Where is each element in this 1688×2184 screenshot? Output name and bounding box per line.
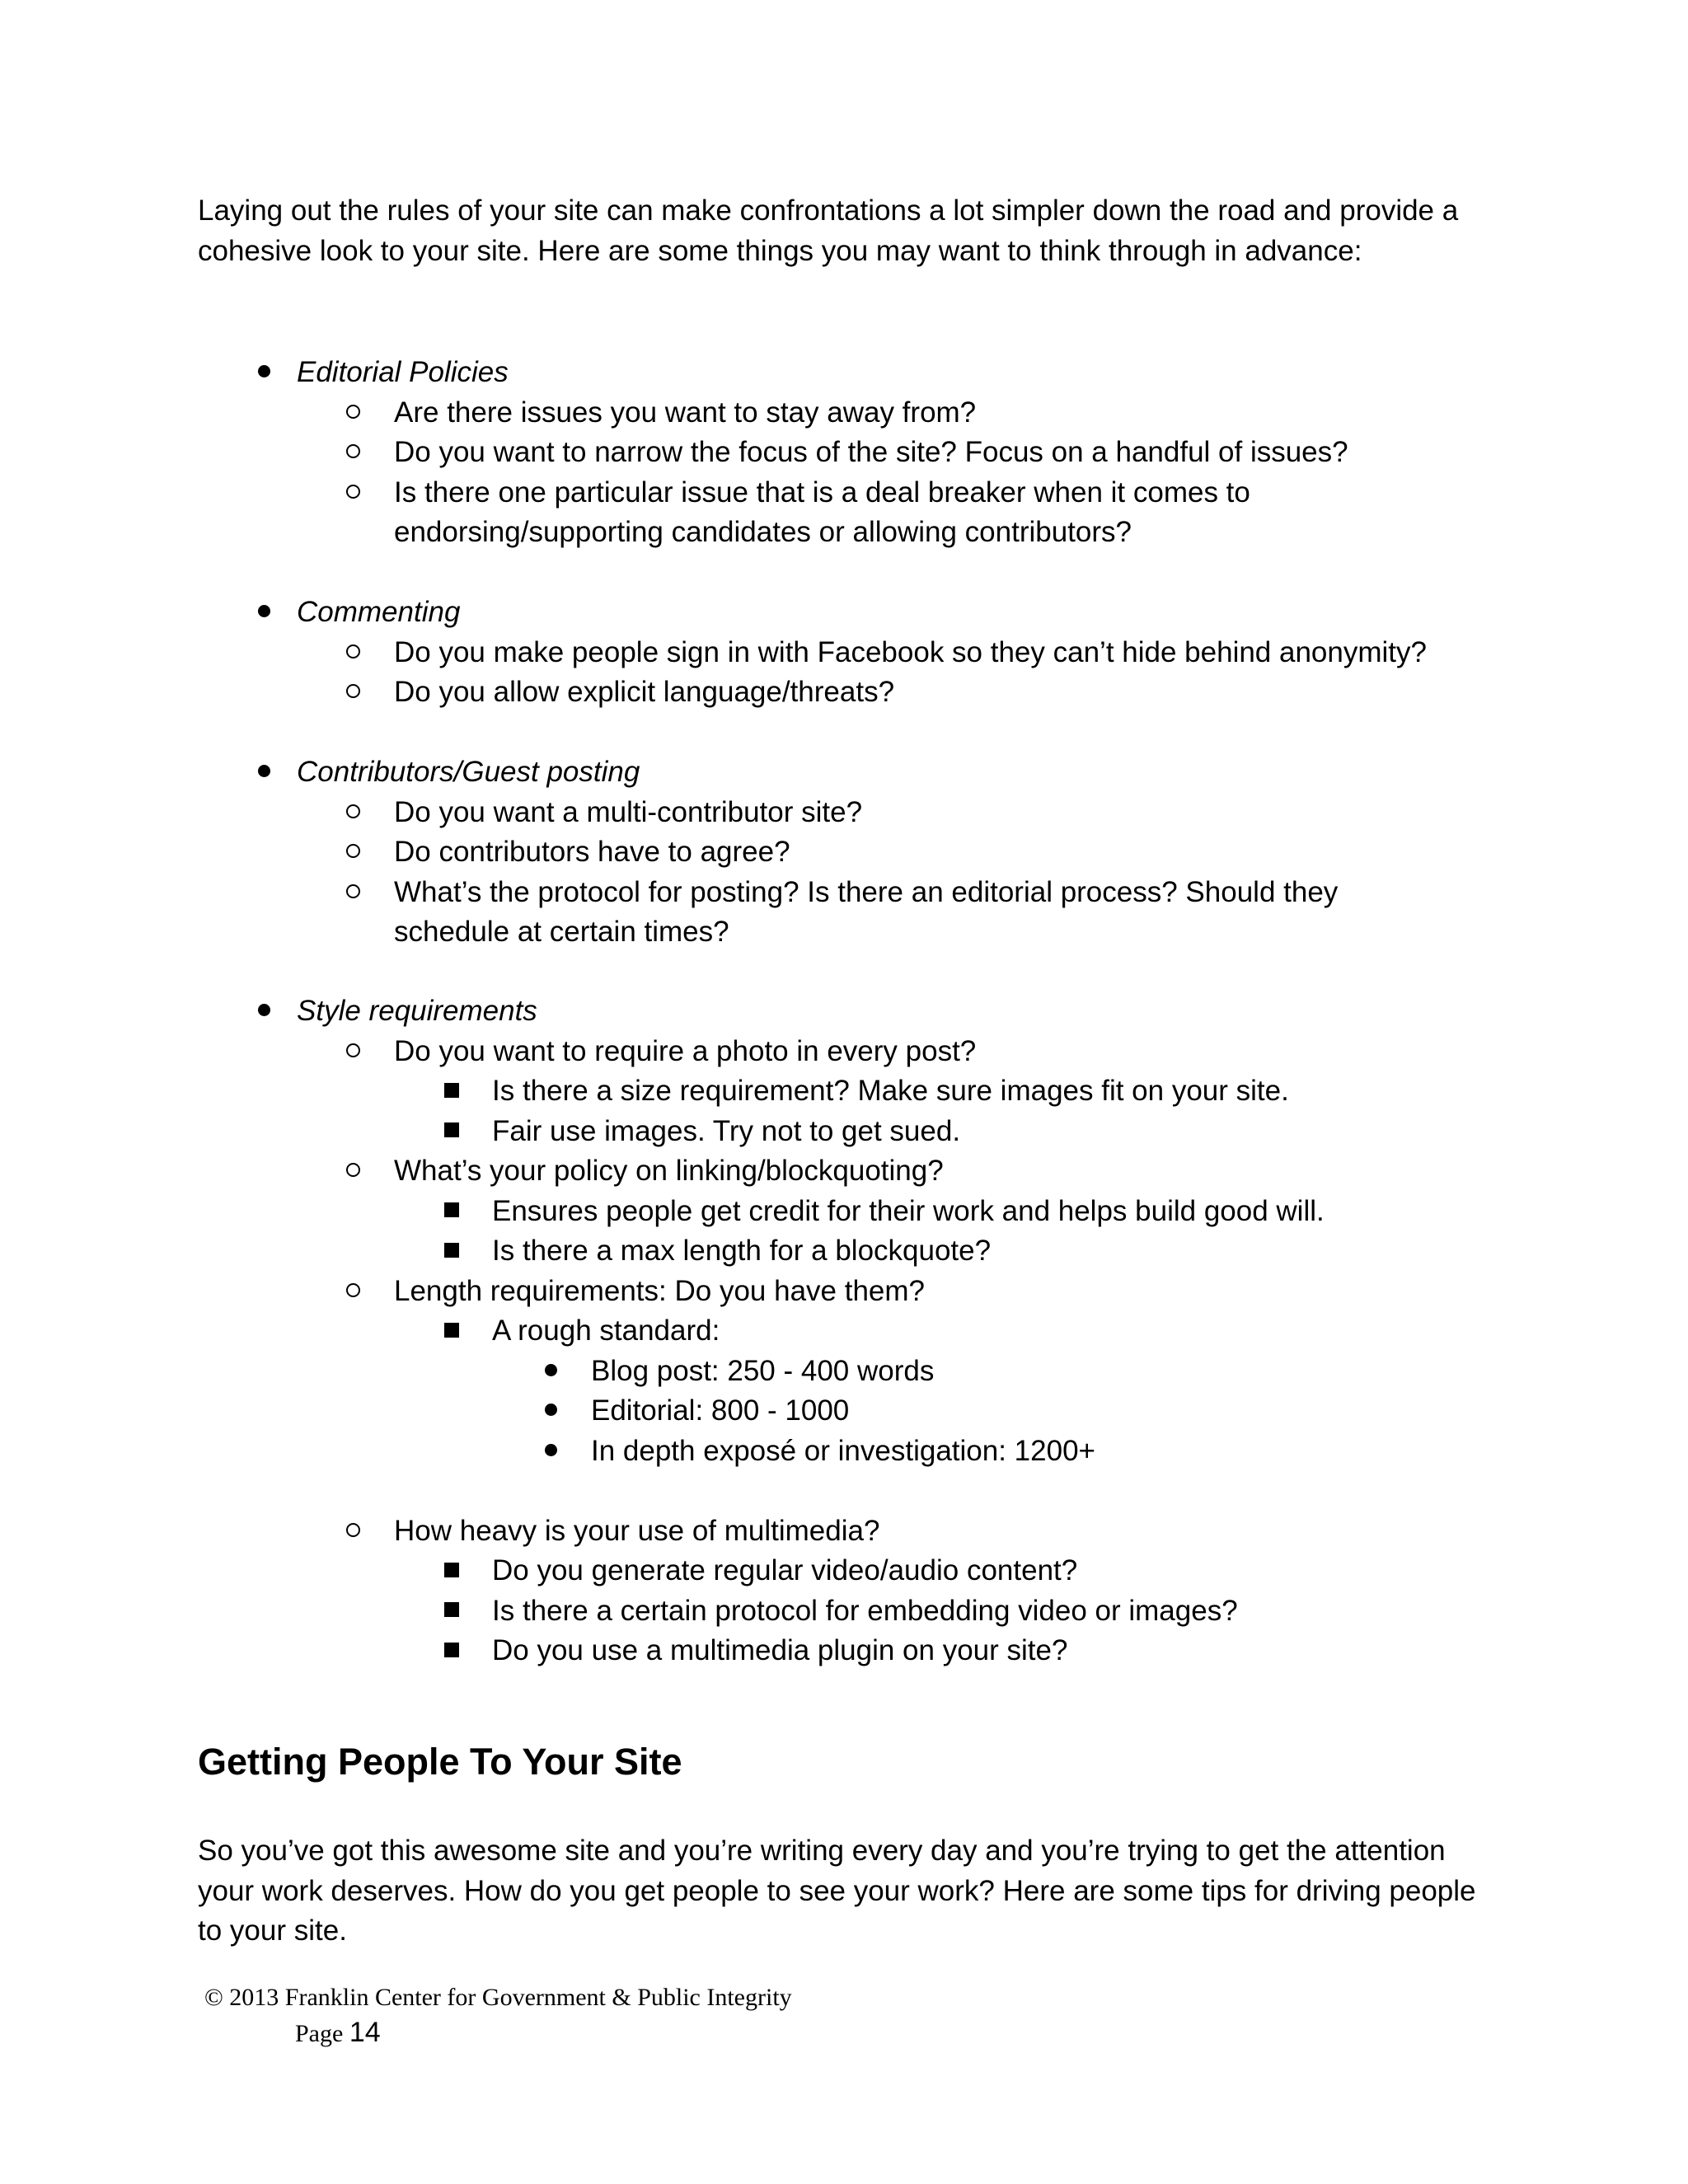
list-item bbox=[198, 593, 1517, 633]
list-item-text: What’s the protocol for posting? Is there an editorial process? Should they schedule at certain times? bbox=[394, 875, 1339, 948]
bullet-circle-icon bbox=[336, 793, 369, 833]
bullet-circle-icon bbox=[336, 1032, 369, 1072]
section-title: Commenting bbox=[297, 596, 461, 628]
intro-paragraph: Laying out the rules of your site can make confrontations a lot simpler down the road and provide a cohesive look to your site. Here are some things you may want to think through in advance: bbox=[198, 194, 1459, 267]
list-item bbox=[198, 393, 1517, 434]
list-item-text: A rough standard: bbox=[492, 1315, 720, 1347]
list-item bbox=[198, 793, 1517, 833]
bullet-square-icon bbox=[435, 1631, 468, 1671]
list-item-text: Are there issues you want to stay away from? bbox=[394, 396, 977, 429]
list-item bbox=[198, 1231, 1517, 1272]
bullet-circle-icon bbox=[336, 673, 369, 713]
list-item-text: Do you make people sign in with Facebook so they can’t hide behind anonymity? bbox=[394, 635, 1427, 668]
page-number: 14 bbox=[349, 2017, 381, 2048]
section-contributors bbox=[198, 752, 1517, 953]
bullet-square-icon bbox=[435, 1591, 468, 1632]
bullet-square-icon bbox=[435, 1192, 468, 1232]
list-item-text: Do you generate regular video/audio content? bbox=[492, 1554, 1078, 1586]
bullet-circle-icon bbox=[336, 1151, 369, 1192]
list-item bbox=[198, 832, 1517, 873]
list-item-text: Ensures people get credit for their work and helps build good will. bbox=[492, 1194, 1325, 1227]
bullet-disc-icon bbox=[247, 353, 280, 393]
bullet-disc-icon bbox=[534, 1352, 567, 1392]
section-style-requirements bbox=[198, 991, 1517, 1671]
bullet-circle-icon bbox=[336, 393, 369, 434]
bullet-circle-icon bbox=[336, 1511, 369, 1552]
list-item bbox=[198, 633, 1517, 673]
list-item-text: What’s your policy on linking/blockquoting? bbox=[394, 1155, 944, 1187]
list-item bbox=[198, 473, 1517, 553]
section-heading: Getting People To Your Site bbox=[198, 1741, 682, 1783]
list-item-text: Is there a size requirement? Make sure images fit on your site. bbox=[492, 1075, 1289, 1107]
bullet-circle-icon bbox=[336, 433, 369, 473]
bullet-square-icon bbox=[435, 1311, 468, 1352]
page-label: Page bbox=[295, 2020, 344, 2047]
bullet-square-icon bbox=[435, 1231, 468, 1272]
bullet-circle-icon bbox=[336, 832, 369, 873]
bullet-square-icon bbox=[435, 1551, 468, 1591]
list-item-text: Do contributors have to agree? bbox=[394, 836, 790, 868]
list-item-text: Length requirements: Do you have them? bbox=[394, 1274, 925, 1307]
list-item bbox=[198, 1311, 1517, 1352]
list-item bbox=[198, 353, 1517, 393]
list-item-text: Do you want to require a photo in every post? bbox=[394, 1034, 977, 1067]
bullet-disc-icon bbox=[247, 593, 280, 633]
list-item bbox=[198, 1631, 1517, 1671]
list-item bbox=[198, 1391, 1517, 1432]
list-item-text: Is there one particular issue that is a deal breaker when it comes to endorsing/supporting candidates or allowing contributors? bbox=[394, 476, 1250, 548]
list-item-text: Fair use images. Try not to get sued. bbox=[492, 1114, 961, 1147]
list-item-text: Do you allow explicit language/threats? bbox=[394, 676, 895, 708]
list-item bbox=[198, 1551, 1517, 1591]
section-editorial-policies bbox=[198, 353, 1517, 553]
bullet-disc-icon bbox=[247, 752, 280, 793]
list-item bbox=[198, 1032, 1517, 1072]
list-item-text: Is there a certain protocol for embedding video or images? bbox=[492, 1594, 1238, 1627]
list-item-text: Do you want to narrow the focus of the site? Focus on a handful of issues? bbox=[394, 436, 1348, 468]
list-item bbox=[198, 1511, 1517, 1552]
section-title: Style requirements bbox=[297, 995, 537, 1027]
bullet-square-icon bbox=[435, 1112, 468, 1152]
list-item-text: Do you use a multimedia plugin on your site? bbox=[492, 1634, 1068, 1666]
bullet-circle-icon bbox=[336, 633, 369, 673]
list-item bbox=[198, 873, 1517, 953]
bullet-circle-icon bbox=[336, 473, 369, 513]
list-item bbox=[198, 1112, 1517, 1152]
bullet-disc-icon bbox=[247, 991, 280, 1032]
footer-copyright: © 2013 Franklin Center for Government & Public Integrity bbox=[204, 1984, 792, 2011]
list-item-text: Editorial: 800 - 1000 bbox=[591, 1394, 850, 1427]
list-item bbox=[198, 673, 1517, 713]
list-item-text: Do you want a multi-contributor site? bbox=[394, 795, 863, 828]
list-item bbox=[198, 1432, 1517, 1472]
bullet-circle-icon bbox=[336, 873, 369, 913]
list-item bbox=[198, 1352, 1517, 1392]
list-item-text: How heavy is your use of multimedia? bbox=[394, 1514, 880, 1547]
bullet-disc-icon bbox=[534, 1432, 567, 1472]
list-item bbox=[198, 991, 1517, 1032]
section-title: Contributors/Guest posting bbox=[297, 756, 640, 788]
section-commenting bbox=[198, 593, 1517, 713]
footer-page-number bbox=[295, 2014, 381, 2052]
bullet-square-icon bbox=[435, 1071, 468, 1112]
list-item bbox=[198, 1192, 1517, 1232]
bullet-disc-icon bbox=[534, 1391, 567, 1432]
list-item-text: Blog post: 250 - 400 words bbox=[591, 1354, 935, 1387]
list-item bbox=[198, 1071, 1517, 1112]
list-item bbox=[198, 1591, 1517, 1632]
bullet-circle-icon bbox=[336, 1272, 369, 1312]
list-item-text: Is there a max length for a blockquote? bbox=[492, 1235, 992, 1267]
outro-paragraph: So you’ve got this awesome site and you’re writing every day and you’re trying to get the attention your work deserves. How do you get people to see your work? Here are some tips for driving people to your site. bbox=[198, 1835, 1476, 1947]
spacer bbox=[198, 1471, 1517, 1511]
list-item bbox=[198, 752, 1517, 793]
list-item bbox=[198, 1272, 1517, 1312]
list-item bbox=[198, 1151, 1517, 1192]
section-title: Editorial Policies bbox=[297, 356, 509, 388]
list-item bbox=[198, 433, 1517, 473]
list-item-text: In depth exposé or investigation: 1200+ bbox=[591, 1434, 1095, 1467]
